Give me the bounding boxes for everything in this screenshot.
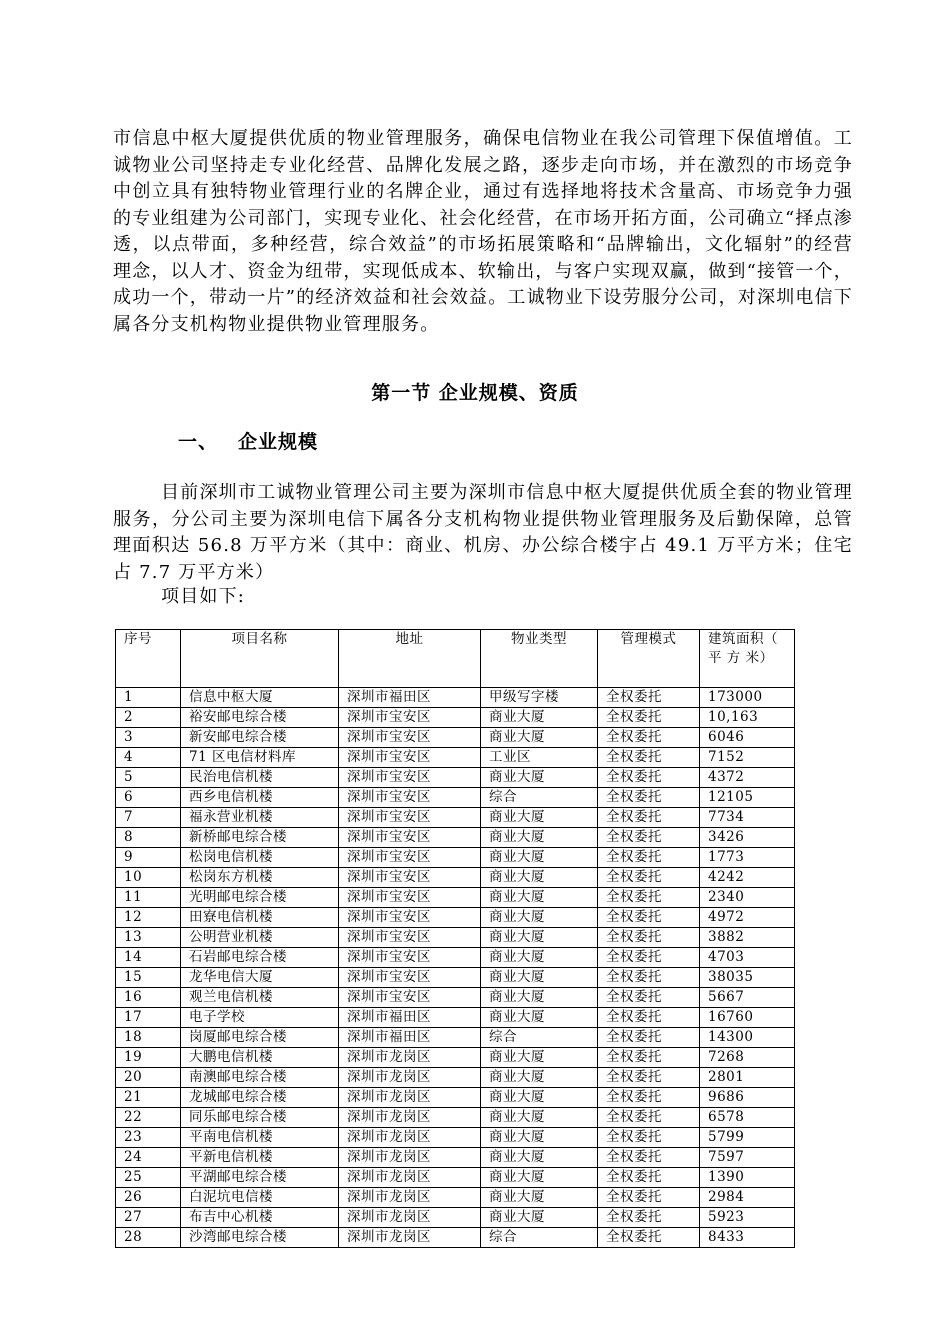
- table-row: [116, 1128, 795, 1148]
- cell-name: 平南电信机楼: [181, 1128, 339, 1148]
- cell-area: 5799: [700, 1128, 795, 1148]
- cell-type: 商业大厦: [481, 1188, 598, 1208]
- header-area: [700, 630, 795, 688]
- cell-no: 17: [116, 1008, 181, 1028]
- cell-mode: 全权委托: [598, 1148, 700, 1168]
- cell-no: 8: [116, 828, 181, 848]
- table-row: [116, 868, 795, 888]
- cell-no: 2: [116, 708, 181, 728]
- cell-address: 深圳市龙岗区: [339, 1228, 481, 1248]
- cell-area: 2984: [700, 1188, 795, 1208]
- cell-mode: 全权委托: [598, 868, 700, 888]
- table-row: [116, 1068, 795, 1088]
- cell-name: 岗厦邮电综合楼: [181, 1028, 339, 1048]
- cell-no: 19: [116, 1048, 181, 1068]
- cell-name: 西乡电信机楼: [181, 788, 339, 808]
- cell-address: 深圳市龙岗区: [339, 1048, 481, 1068]
- cell-name: 电子学校: [181, 1008, 339, 1028]
- cell-address: 深圳市宝安区: [339, 728, 481, 748]
- cell-mode: 全权委托: [598, 1188, 700, 1208]
- table-row: [116, 1148, 795, 1168]
- table-row: [116, 728, 795, 748]
- cell-name: 公明营业机楼: [181, 928, 339, 948]
- cell-address: 深圳市宝安区: [339, 748, 481, 768]
- cell-mode: 全权委托: [598, 768, 700, 788]
- cell-type: 商业大厦: [481, 1088, 598, 1108]
- cell-address: 深圳市宝安区: [339, 908, 481, 928]
- table-row: [116, 948, 795, 968]
- cell-type: 商业大厦: [481, 728, 598, 748]
- table-row: [116, 848, 795, 868]
- cell-type: 综合: [481, 1028, 598, 1048]
- table-row: [116, 748, 795, 768]
- cell-area: 4372: [700, 768, 795, 788]
- cell-mode: 全权委托: [598, 888, 700, 908]
- cell-no: 16: [116, 988, 181, 1008]
- cell-type: 商业大厦: [481, 968, 598, 988]
- cell-area: 1773: [700, 848, 795, 868]
- cell-area: 4703: [700, 948, 795, 968]
- cell-name: 龙城邮电综合楼: [181, 1088, 339, 1108]
- cell-name: 平新电信机楼: [181, 1148, 339, 1168]
- cell-no: 6: [116, 788, 181, 808]
- table-row: [116, 1088, 795, 1108]
- cell-mode: 全权委托: [598, 1028, 700, 1048]
- cell-no: 4: [116, 748, 181, 768]
- cell-address: 深圳市宝安区: [339, 788, 481, 808]
- cell-type: 商业大厦: [481, 888, 598, 908]
- cell-area: 4972: [700, 908, 795, 928]
- cell-mode: 全权委托: [598, 908, 700, 928]
- cell-name: 石岩邮电综合楼: [181, 948, 339, 968]
- cell-address: 深圳市龙岗区: [339, 1148, 481, 1168]
- cell-type: 商业大厦: [481, 1128, 598, 1148]
- cell-name: 龙华电信大厦: [181, 968, 339, 988]
- cell-name: 松岗东方机楼: [181, 868, 339, 888]
- cell-address: 深圳市龙岗区: [339, 1188, 481, 1208]
- cell-area: 14300: [700, 1028, 795, 1048]
- table-row: [116, 828, 795, 848]
- cell-type: 商业大厦: [481, 768, 598, 788]
- cell-address: 深圳市宝安区: [339, 948, 481, 968]
- cell-name: 沙湾邮电综合楼: [181, 1228, 339, 1248]
- subsection-number: 一、: [178, 431, 219, 453]
- cell-no: 10: [116, 868, 181, 888]
- cell-area: 4242: [700, 868, 795, 888]
- table-row: [116, 1108, 795, 1128]
- cell-type: 工业区: [481, 748, 598, 768]
- table-row: [116, 768, 795, 788]
- header-area-label: 建筑面积（ 平 方 米）: [708, 631, 778, 666]
- cell-no: 12: [116, 908, 181, 928]
- cell-mode: 全权委托: [598, 1228, 700, 1248]
- cell-address: 深圳市福田区: [339, 688, 481, 708]
- cell-no: 9: [116, 848, 181, 868]
- table-row: [116, 688, 795, 708]
- table-row: [116, 1208, 795, 1228]
- cell-no: 24: [116, 1148, 181, 1168]
- cell-no: 23: [116, 1128, 181, 1148]
- cell-address: 深圳市宝安区: [339, 828, 481, 848]
- cell-address: 深圳市宝安区: [339, 928, 481, 948]
- cell-address: 深圳市宝安区: [339, 848, 481, 868]
- table-header-row: [116, 630, 795, 688]
- cell-no: 3: [116, 728, 181, 748]
- cell-address: 深圳市宝安区: [339, 968, 481, 988]
- cell-type: 综合: [481, 788, 598, 808]
- cell-name: 71 区电信材料库: [181, 748, 339, 768]
- table-row: [116, 968, 795, 988]
- section-title: 第一节 企业规模、资质: [371, 382, 579, 404]
- cell-name: 观兰电信机楼: [181, 988, 339, 1008]
- cell-mode: 全权委托: [598, 748, 700, 768]
- project-table: [115, 629, 795, 1248]
- cell-type: 商业大厦: [481, 848, 598, 868]
- cell-area: 16760: [700, 1008, 795, 1028]
- table-row: [116, 1028, 795, 1048]
- cell-mode: 全权委托: [598, 988, 700, 1008]
- cell-area: 7734: [700, 808, 795, 828]
- cell-area: 9686: [700, 1088, 795, 1108]
- cell-no: 26: [116, 1188, 181, 1208]
- cell-mode: 全权委托: [598, 728, 700, 748]
- cell-mode: 全权委托: [598, 688, 700, 708]
- cell-address: 深圳市宝安区: [339, 808, 481, 828]
- table-row: [116, 1188, 795, 1208]
- cell-mode: 全权委托: [598, 848, 700, 868]
- header-address: 地址: [339, 630, 481, 688]
- cell-mode: 全权委托: [598, 1128, 700, 1148]
- cell-type: 商业大厦: [481, 928, 598, 948]
- cell-mode: 全权委托: [598, 968, 700, 988]
- table-row: [116, 808, 795, 828]
- table-row: [116, 888, 795, 908]
- scale-paragraph: 目前深圳市工诚物业管理公司主要为深圳市信息中枢大厦提供优质全套的物业管理服务，分公司主要为深圳电信下属各分支机构物业提供物业管理服务及后勤保障，总管理面积达 56.8 万平方米（其中：商业、机房、办公综合楼宇占 49.1 万平方米；住宅占 7.7 万平方米）: [113, 482, 853, 583]
- cell-no: 1: [116, 688, 181, 708]
- cell-name: 光明邮电综合楼: [181, 888, 339, 908]
- cell-type: 商业大厦: [481, 828, 598, 848]
- cell-no: 7: [116, 808, 181, 828]
- cell-name: 布吉中心机楼: [181, 1208, 339, 1228]
- cell-mode: 全权委托: [598, 788, 700, 808]
- table-row: [116, 908, 795, 928]
- cell-type: 商业大厦: [481, 1208, 598, 1228]
- cell-name: 裕安邮电综合楼: [181, 708, 339, 728]
- cell-address: 深圳市福田区: [339, 1008, 481, 1028]
- cell-name: 南澳邮电综合楼: [181, 1068, 339, 1088]
- cell-mode: 全权委托: [598, 708, 700, 728]
- cell-no: 5: [116, 768, 181, 788]
- cell-type: 商业大厦: [481, 948, 598, 968]
- cell-mode: 全权委托: [598, 1068, 700, 1088]
- cell-no: 13: [116, 928, 181, 948]
- table-row: [116, 1048, 795, 1068]
- cell-type: 商业大厦: [481, 1048, 598, 1068]
- cell-no: 25: [116, 1168, 181, 1188]
- cell-type: 甲级写字楼: [481, 688, 598, 708]
- cell-mode: 全权委托: [598, 1108, 700, 1128]
- intro-paragraph: 市信息中枢大厦提供优质的物业管理服务，确保电信物业在我公司管理下保值增值。工诚物业公司坚持走专业化经营、品牌化发展之路，逐步走向市场，并在激烈的市场竞争中创立具有独特物业管理行业的名牌企业，通过有选择地将技术含量高、市场竞争力强的专业组建为公司部门，实现专业化、社会化经营，在市场开拓方面，公司确立“择点渗透，以点带面，多种经营，综合效益”的市场拓展策略和“品牌输出，文化辐射”的经营理念，以人才、资金为纽带，实现低成本、软输出，与客户实现双赢，做到“接管一个，成功一个，带动一片”的经济效益和社会效益。工诚物业下设劳服分公司，对深圳电信下属各分支机构物业提供物业管理服务。: [113, 128, 853, 335]
- table-row: [116, 708, 795, 728]
- subsection-heading: [178, 427, 318, 454]
- header-mode: 管理模式: [598, 630, 700, 688]
- cell-no: 18: [116, 1028, 181, 1048]
- cell-mode: 全权委托: [598, 948, 700, 968]
- cell-mode: 全权委托: [598, 828, 700, 848]
- cell-name: 松岗电信机楼: [181, 848, 339, 868]
- cell-name: 民治电信机楼: [181, 768, 339, 788]
- cell-area: 3426: [700, 828, 795, 848]
- cell-no: 15: [116, 968, 181, 988]
- cell-type: 商业大厦: [481, 1148, 598, 1168]
- cell-mode: 全权委托: [598, 928, 700, 948]
- cell-mode: 全权委托: [598, 808, 700, 828]
- cell-type: 商业大厦: [481, 1068, 598, 1088]
- cell-mode: 全权委托: [598, 1168, 700, 1188]
- cell-address: 深圳市龙岗区: [339, 1208, 481, 1228]
- cell-name: 福永营业机楼: [181, 808, 339, 828]
- cell-name: 新桥邮电综合楼: [181, 828, 339, 848]
- cell-address: 深圳市宝安区: [339, 988, 481, 1008]
- cell-type: 商业大厦: [481, 988, 598, 1008]
- cell-no: 22: [116, 1108, 181, 1128]
- cell-address: 深圳市宝安区: [339, 868, 481, 888]
- cell-type: 商业大厦: [481, 1168, 598, 1188]
- table-body: [116, 688, 795, 1248]
- cell-type: 综合: [481, 1228, 598, 1248]
- cell-area: 2801: [700, 1068, 795, 1088]
- cell-area: 7152: [700, 748, 795, 768]
- cell-area: 10,163: [700, 708, 795, 728]
- header-type: 物业类型: [481, 630, 598, 688]
- cell-address: 深圳市龙岗区: [339, 1088, 481, 1108]
- cell-area: 173000: [700, 688, 795, 708]
- cell-mode: 全权委托: [598, 1088, 700, 1108]
- cell-address: 深圳市龙岗区: [339, 1168, 481, 1188]
- cell-name: 信息中枢大厦: [181, 688, 339, 708]
- table-row: [116, 928, 795, 948]
- cell-area: 7597: [700, 1148, 795, 1168]
- cell-name: 平湖邮电综合楼: [181, 1168, 339, 1188]
- cell-name: 新安邮电综合楼: [181, 728, 339, 748]
- cell-mode: 全权委托: [598, 1208, 700, 1228]
- cell-address: 深圳市宝安区: [339, 888, 481, 908]
- cell-type: 商业大厦: [481, 868, 598, 888]
- table-row: [116, 1008, 795, 1028]
- header-name: 项目名称: [181, 630, 339, 688]
- table-row: [116, 1168, 795, 1188]
- cell-address: 深圳市龙岗区: [339, 1068, 481, 1088]
- cell-no: 14: [116, 948, 181, 968]
- cell-no: 27: [116, 1208, 181, 1228]
- cell-area: 12105: [700, 788, 795, 808]
- cell-name: 白泥坑电信楼: [181, 1188, 339, 1208]
- cell-mode: 全权委托: [598, 1048, 700, 1068]
- cell-address: 深圳市龙岗区: [339, 1128, 481, 1148]
- cell-type: 商业大厦: [481, 708, 598, 728]
- cell-area: 5923: [700, 1208, 795, 1228]
- cell-area: 2340: [700, 888, 795, 908]
- cell-type: 商业大厦: [481, 808, 598, 828]
- cell-area: 5667: [700, 988, 795, 1008]
- table-row: [116, 1228, 795, 1248]
- cell-address: 深圳市龙岗区: [339, 1108, 481, 1128]
- cell-type: 商业大厦: [481, 908, 598, 928]
- cell-area: 7268: [700, 1048, 795, 1068]
- cell-name: 大鹏电信机楼: [181, 1048, 339, 1068]
- cell-area: 3882: [700, 928, 795, 948]
- cell-area: 1390: [700, 1168, 795, 1188]
- cell-area: 8433: [700, 1228, 795, 1248]
- table-row: [116, 788, 795, 808]
- cell-address: 深圳市福田区: [339, 1028, 481, 1048]
- cell-area: 38035: [700, 968, 795, 988]
- items-note: 项目如下:: [161, 586, 246, 607]
- cell-no: 28: [116, 1228, 181, 1248]
- cell-area: 6046: [700, 728, 795, 748]
- cell-no: 21: [116, 1088, 181, 1108]
- cell-name: 同乐邮电综合楼: [181, 1108, 339, 1128]
- cell-type: 商业大厦: [481, 1008, 598, 1028]
- cell-name: 田寮电信机楼: [181, 908, 339, 928]
- cell-address: 深圳市宝安区: [339, 708, 481, 728]
- subsection-title: 企业规模: [238, 431, 319, 453]
- cell-type: 商业大厦: [481, 1108, 598, 1128]
- cell-address: 深圳市宝安区: [339, 768, 481, 788]
- cell-no: 20: [116, 1068, 181, 1088]
- table-row: [116, 988, 795, 1008]
- cell-no: 11: [116, 888, 181, 908]
- cell-area: 6578: [700, 1108, 795, 1128]
- header-no: 序号: [116, 630, 181, 688]
- cell-mode: 全权委托: [598, 1008, 700, 1028]
